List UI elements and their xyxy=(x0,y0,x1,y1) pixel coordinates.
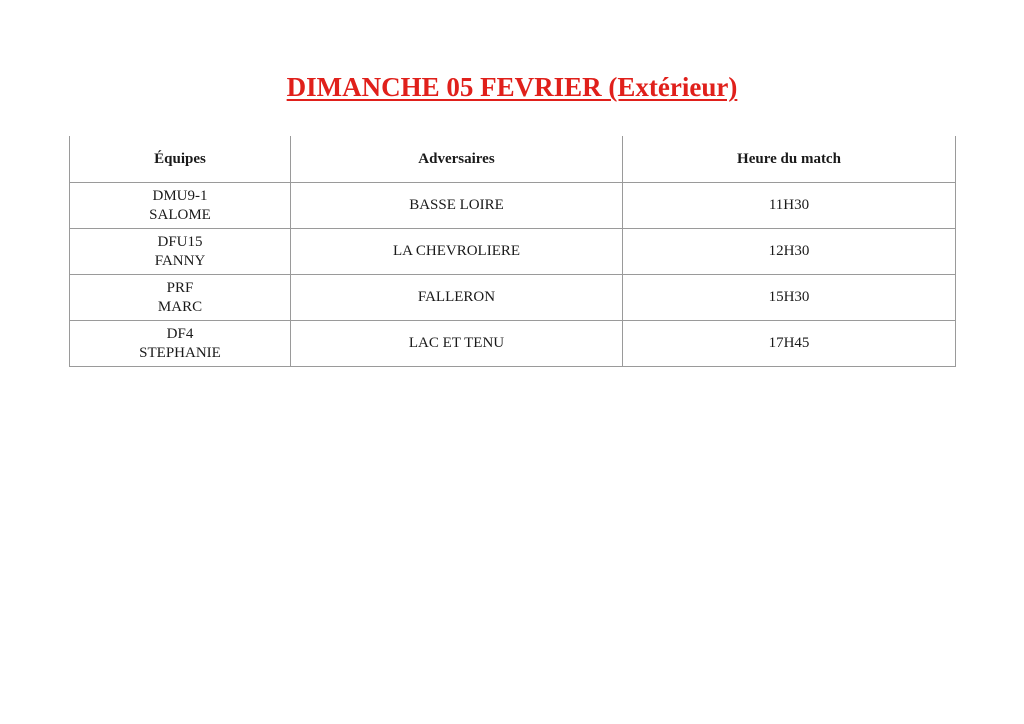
time-cell: 12H30 xyxy=(623,229,956,275)
header-opponents: Adversaires xyxy=(291,136,623,183)
coach-name: MARC xyxy=(157,298,203,315)
opponent-cell: LAC ET TENU xyxy=(291,321,623,367)
coach-name: SALOME xyxy=(149,206,211,223)
team-cell xyxy=(70,321,291,367)
table-header-row xyxy=(70,136,956,183)
team-cell xyxy=(70,275,291,321)
page-title: DIMANCHE 05 FEVRIER (Extérieur) xyxy=(286,72,738,102)
table-row xyxy=(70,321,956,367)
table-row xyxy=(70,229,956,275)
team-name: DF4 xyxy=(166,325,194,342)
time-cell: 15H30 xyxy=(623,275,956,321)
opponent-cell: FALLERON xyxy=(291,275,623,321)
time-cell: 17H45 xyxy=(623,321,956,367)
time-cell: 11H30 xyxy=(623,183,956,229)
team-cell xyxy=(70,183,291,229)
table-row xyxy=(70,183,956,229)
team-name: PRF xyxy=(166,279,194,296)
header-match-time: Heure du match xyxy=(623,136,956,183)
header-teams: Équipes xyxy=(70,136,291,183)
team-cell xyxy=(70,229,291,275)
opponent-cell: LA CHEVROLIERE xyxy=(291,229,623,275)
team-name: DFU15 xyxy=(157,233,203,250)
coach-name: STEPHANIE xyxy=(139,344,221,361)
table-row xyxy=(70,275,956,321)
match-schedule-table xyxy=(69,136,956,367)
opponent-cell: BASSE LOIRE xyxy=(291,183,623,229)
coach-name: FANNY xyxy=(154,252,206,269)
team-name: DMU9-1 xyxy=(152,187,208,204)
